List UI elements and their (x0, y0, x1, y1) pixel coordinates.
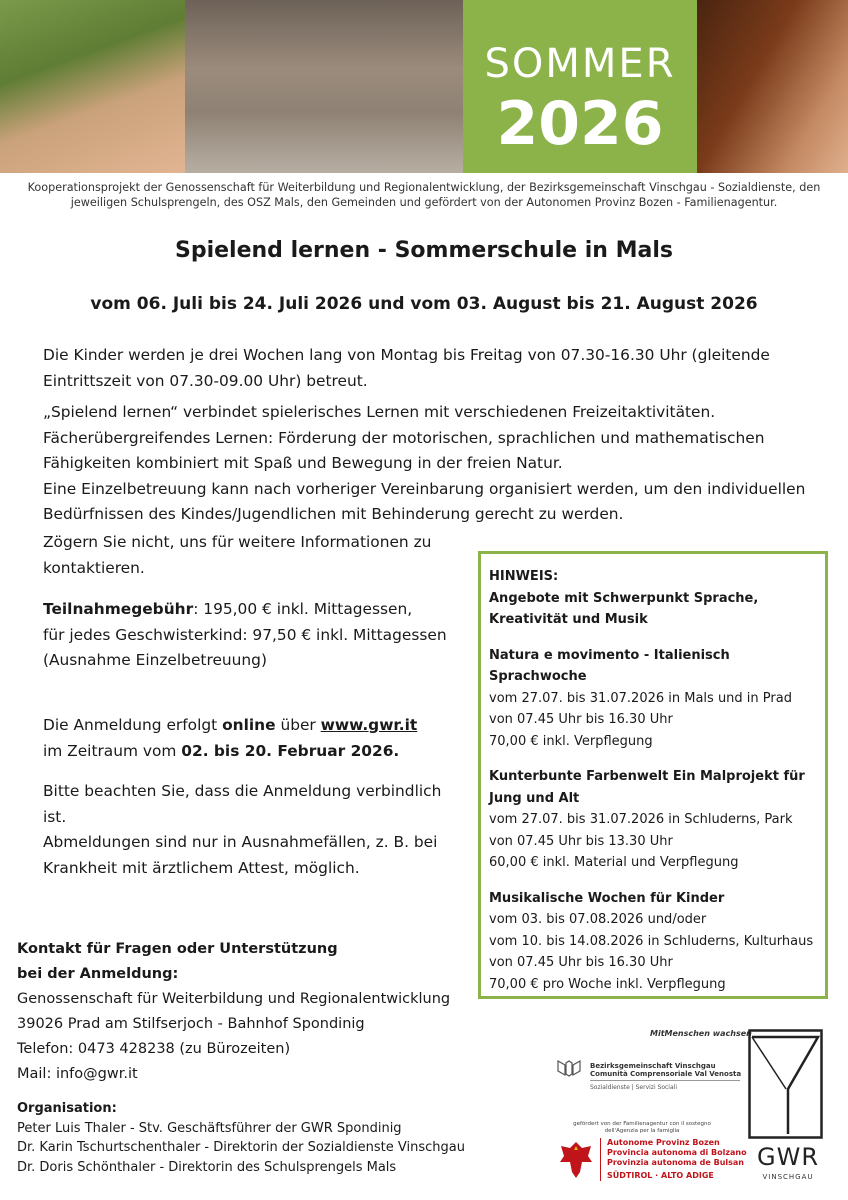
sommer-word: SOMMER (484, 41, 676, 87)
registration-text: über (275, 716, 321, 734)
header-banner (0, 0, 848, 173)
offer-line: vom 27.07. bis 31.07.2026 in Mals und in Prad (489, 690, 792, 706)
gwr-logo-text: GWR (756, 1143, 819, 1171)
organisation-person: Dr. Doris Schönthaler - Direktorin des Schulsprengels Mals (17, 1159, 397, 1175)
province-region: SÜDTIROL · ALTO ADIGE (607, 1171, 714, 1180)
contact-invite: Zögern Sie nicht, uns für weitere Informationen zu kontaktieren. (43, 533, 432, 577)
registration-period: 02. bis 20. Februar 2026. (181, 741, 400, 760)
photo-frog-hand (697, 0, 848, 173)
hinweis-intro: Angebote mit Schwerpunkt Sprache, Kreativität und Musik (489, 590, 759, 627)
province-line: Provinzia autonoma de Bulsan (607, 1158, 744, 1167)
province-line: Provincia autonoma di Bolzano (607, 1148, 747, 1157)
contact-mail: Mail: info@gwr.it (17, 1066, 138, 1082)
registration-online: online (222, 716, 276, 734)
offer-line: vom 03. bis 07.08.2026 und/oder (489, 912, 707, 927)
contact-address: 39026 Prad am Stilfserjoch - Bahnhof Spondinig (17, 1016, 365, 1032)
fee-exception: (Ausnahme Einzelbetreuung) (43, 651, 267, 669)
contact-heading-2: bei der Anmeldung: (17, 966, 179, 982)
bezirksgemeinschaft-name-it: Comunità Comprensoriale Val Venosta (590, 1070, 742, 1078)
offer-line: von 07.45 Uhr bis 13.30 Uhr (489, 833, 673, 849)
province-logo-text (600, 1138, 747, 1181)
sommer-badge (463, 0, 697, 173)
offer-line: vom 27.07. bis 31.07.2026 in Schluderns, Park (489, 812, 793, 827)
offer-item (489, 766, 817, 874)
offer-line: 60,00 € inkl. Material und Verpflegung (489, 855, 739, 870)
intro-paragraph: Die Kinder werden je drei Wochen lang von Montag bis Freitag von 07.30-16.30 Uhr (gleitende Eintrittszeit von 07.30-09.00 Uhr) betreut. (43, 346, 770, 390)
contact-block (17, 937, 487, 1087)
cooperation-text: Kooperationsprojekt der Genossenschaft für Weiterbildung und Regionalentwicklung, der Bezirksgemeinschaft Vinschgau - Sozialdienste, den jeweiligen Schulsprengeln, des OSZ Mals, den Gemeinden und gefördert von der Autonomen Provinz Bozen - Familienagentur. (27, 181, 821, 209)
offer-line: von 07.45 Uhr bis 16.30 Uhr (489, 712, 673, 727)
fee-block (43, 597, 473, 674)
offer-title: Natura e movimento - Italienisch Sprachwoche (489, 647, 730, 684)
sommer-year: 2026 (496, 89, 664, 159)
organisation-heading: Organisation: (17, 1101, 117, 1116)
description-line: Fächerübergreifendes Lernen: Förderung der motorischen, sprachlichen und mathematischen Fähigkeiten kombiniert mit Spaß und Bewegung in der freien Natur. (43, 428, 765, 472)
province-line: Autonome Provinz Bozen (607, 1138, 720, 1147)
description-block (43, 400, 833, 528)
page-title: Spielend lernen - Sommerschule in Mals (175, 238, 673, 263)
offer-line: vom 10. bis 14.08.2026 in Schluderns, Kulturhaus (489, 933, 814, 949)
gwr-logo-mark (748, 1029, 823, 1139)
organisation-block (17, 1099, 497, 1177)
registration-text: Die Anmeldung erfolgt (43, 716, 223, 734)
bezirksgemeinschaft-logo-icon (557, 1059, 581, 1077)
hinweis-box (478, 551, 828, 999)
offer-item (489, 888, 817, 996)
familienagentur-text: gefördert von der Familienagentur con il sostegno dell'Agenzia per la famiglia (573, 1121, 711, 1134)
registration-period-label: im Zeitraum vom (43, 741, 182, 760)
offer-title: Kunterbunte Farbenwelt Ein Malprojekt für Jung und Alt (489, 769, 805, 806)
registration-link[interactable]: www.gwr.it (320, 716, 418, 734)
bezirksgemeinschaft-name: Bezirksgemeinschaft Vinschgau (590, 1062, 716, 1070)
organisation-person: Dr. Karin Tschurtschenthaler - Direktorin der Sozialdienste Vinschgau (17, 1140, 465, 1155)
sponsor-logos (550, 1025, 848, 1200)
registration-block (43, 713, 463, 764)
notice-binding: Bitte beachten Sie, dass die Anmeldung verbindlich ist. (43, 782, 442, 826)
contact-phone: Telefon: 0473 428238 (zu Bürozeiten) (17, 1041, 291, 1057)
eagle-crest-icon (558, 1138, 594, 1180)
description-line: Eine Einzelbetreuung kann nach vorheriger Vereinbarung organisiert werden, um den individuellen Bedürfnissen des Kindes/Jugendlichen mit Behinderung gerecht zu werden. (43, 479, 806, 523)
bezirksgemeinschaft-sub: Sozialdienste | Servizi Sociali (590, 1084, 677, 1091)
offer-line: 70,00 € inkl. Verpflegung (489, 733, 653, 749)
organisation-person: Peter Luis Thaler - Stv. Geschäftsführer der GWR Spondinig (17, 1120, 402, 1136)
slogan: MitMenschen wachsen (650, 1029, 752, 1038)
contact-heading: Kontakt für Fragen oder Unterstützung (17, 941, 338, 957)
date-range: vom 06. Juli bis 24. Juli 2026 und vom 03. August bis 21. August 2026 (90, 294, 758, 314)
photo-children-stream (185, 0, 463, 173)
fee-amount: : 195,00 € inkl. Mittagessen, (193, 600, 413, 618)
gwr-logo-sub: VINSCHGAU (762, 1173, 814, 1181)
notice-block (43, 779, 463, 881)
fee-sibling: für jedes Geschwisterkind: 97,50 € inkl. Mittagessen (43, 625, 447, 644)
photo-child-swing (0, 0, 185, 173)
description-line: „Spielend lernen“ verbindet spielerisches Lernen mit verschiedenen Freizeitaktivitäten. (43, 403, 716, 421)
offer-item (489, 645, 817, 753)
divider (590, 1080, 740, 1081)
offer-title: Musikalische Wochen für Kinder (489, 890, 725, 906)
notice-cancellation: Abmeldungen sind nur in Ausnahmefällen, z. B. bei Krankheit mit ärztlichem Attest, möglich. (43, 833, 438, 877)
offer-line: von 07.45 Uhr bis 16.30 Uhr (489, 955, 673, 970)
hinweis-heading: HINWEIS: (489, 569, 559, 584)
offer-line: 70,00 € pro Woche inkl. Verpflegung (489, 976, 726, 992)
contact-org: Genossenschaft für Weiterbildung und Regionalentwicklung (17, 991, 451, 1007)
fee-label: Teilnahmegebühr (43, 600, 194, 618)
